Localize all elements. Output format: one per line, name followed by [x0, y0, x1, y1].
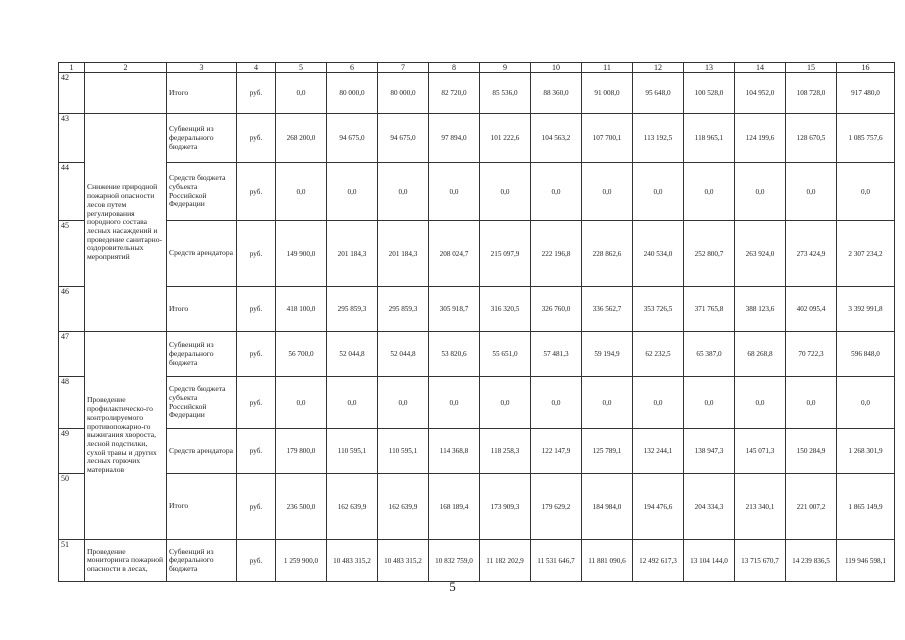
funding-source: Средств арендатора: [167, 221, 237, 287]
col-header: 1: [59, 63, 85, 73]
value-cell: 336 562,7: [582, 287, 633, 332]
value-cell: 125 789,1: [582, 429, 633, 474]
funding-source: Средств бюджета субъекта Российской Федерации: [167, 163, 237, 221]
col-header: 4: [237, 63, 276, 73]
funding-source: Итого: [167, 73, 237, 114]
value-cell: 215 097,9: [480, 221, 531, 287]
value-cell: 119 946 598,1: [837, 540, 895, 582]
value-cell: 388 123,6: [735, 287, 786, 332]
value-cell: 273 424,9: [786, 221, 837, 287]
value-cell: 100 528,0: [684, 73, 735, 114]
value-cell: 1 085 757,6: [837, 114, 895, 163]
value-cell: 132 244,1: [633, 429, 684, 474]
unit: руб.: [237, 332, 276, 377]
value-cell: 11 182 202,9: [480, 540, 531, 582]
value-cell: 295 859,3: [327, 287, 378, 332]
value-cell: 52 044,8: [378, 332, 429, 377]
value-cell: 85 536,0: [480, 73, 531, 114]
table-row: [59, 114, 895, 163]
col-header: 9: [480, 63, 531, 73]
value-cell: 0,0: [276, 73, 327, 114]
col-header: 11: [582, 63, 633, 73]
col-header: 10: [531, 63, 582, 73]
value-cell: 104 952,0: [735, 73, 786, 114]
funding-source: Средств бюджета субъекта Российской Федерации: [167, 377, 237, 429]
direction-monitoring: Проведение мониторинга пожарной опасности в лесах,: [85, 540, 167, 582]
value-cell: 252 800,7: [684, 221, 735, 287]
value-cell: 917 480,0: [837, 73, 895, 114]
value-cell: 0,0: [786, 163, 837, 221]
table-row: [59, 540, 895, 582]
value-cell: 204 334,3: [684, 474, 735, 540]
value-cell: 14 239 836,5: [786, 540, 837, 582]
value-cell: 101 222,6: [480, 114, 531, 163]
value-cell: 179 629,2: [531, 474, 582, 540]
value-cell: 0,0: [735, 163, 786, 221]
value-cell: 0,0: [480, 377, 531, 429]
value-cell: 149 900,0: [276, 221, 327, 287]
value-cell: 0,0: [429, 163, 480, 221]
value-cell: 10 483 315,2: [378, 540, 429, 582]
funding-source: Субвенций из федерального бюджета: [167, 114, 237, 163]
value-cell: 13 715 670,7: [735, 540, 786, 582]
value-cell: 108 728,0: [786, 73, 837, 114]
value-cell: 201 184,3: [378, 221, 429, 287]
value-cell: 162 639,9: [327, 474, 378, 540]
value-cell: 371 765,8: [684, 287, 735, 332]
value-cell: 10 483 315,2: [327, 540, 378, 582]
value-cell: 113 192,5: [633, 114, 684, 163]
budget-table: [58, 62, 895, 582]
value-cell: 62 232,5: [633, 332, 684, 377]
value-cell: 236 500,0: [276, 474, 327, 540]
value-cell: 1 268 301,9: [837, 429, 895, 474]
column-number-row: [59, 63, 895, 73]
unit: руб.: [237, 474, 276, 540]
value-cell: 82 720,0: [429, 73, 480, 114]
value-cell: 0,0: [276, 163, 327, 221]
value-cell: 596 848,0: [837, 332, 895, 377]
value-cell: 70 722,3: [786, 332, 837, 377]
value-cell: 1 865 149,9: [837, 474, 895, 540]
value-cell: 0,0: [582, 377, 633, 429]
value-cell: 0,0: [531, 377, 582, 429]
value-cell: 221 007,2: [786, 474, 837, 540]
value-cell: 240 534,0: [633, 221, 684, 287]
value-cell: 59 194,9: [582, 332, 633, 377]
col-header: 14: [735, 63, 786, 73]
value-cell: 0,0: [684, 163, 735, 221]
unit: руб.: [237, 73, 276, 114]
value-cell: 1 259 900,0: [276, 540, 327, 582]
funding-source: Субвенций из федерального бюджета: [167, 332, 237, 377]
value-cell: 2 307 234,2: [837, 221, 895, 287]
value-cell: 94 675,0: [327, 114, 378, 163]
value-cell: 184 984,0: [582, 474, 633, 540]
value-cell: 0,0: [633, 163, 684, 221]
funding-source: Средств арендатора: [167, 429, 237, 474]
unit: руб.: [237, 163, 276, 221]
funding-source: Субвенций из федерального бюджета: [167, 540, 237, 582]
value-cell: 402 095,4: [786, 287, 837, 332]
col-header: 13: [684, 63, 735, 73]
value-cell: 263 924,0: [735, 221, 786, 287]
value-cell: 228 862,6: [582, 221, 633, 287]
value-cell: 268 200,0: [276, 114, 327, 163]
row-number: 48: [59, 377, 85, 429]
direction-fire-prevention: Снижение природной пожарной опасности лесов путем регулирования породного состава лесных насаждений и проведение санитарно-оздоровительных мероприятий: [85, 114, 167, 332]
value-cell: 114 368,8: [429, 429, 480, 474]
value-cell: 418 100,0: [276, 287, 327, 332]
col-header: 8: [429, 63, 480, 73]
funding-source: Итого: [167, 474, 237, 540]
row-number: 42: [59, 73, 85, 114]
value-cell: 118 965,1: [684, 114, 735, 163]
value-cell: 0,0: [378, 377, 429, 429]
value-cell: 179 800,0: [276, 429, 327, 474]
value-cell: 201 184,3: [327, 221, 378, 287]
value-cell: 122 147,9: [531, 429, 582, 474]
value-cell: 88 360,0: [531, 73, 582, 114]
table-row: [59, 429, 895, 474]
value-cell: 80 000,0: [378, 73, 429, 114]
value-cell: 124 199,6: [735, 114, 786, 163]
table-row: [59, 287, 895, 332]
value-cell: 145 071,3: [735, 429, 786, 474]
value-cell: 0,0: [837, 377, 895, 429]
value-cell: 0,0: [582, 163, 633, 221]
value-cell: 80 000,0: [327, 73, 378, 114]
value-cell: 0,0: [276, 377, 327, 429]
value-cell: 94 675,0: [378, 114, 429, 163]
table-row: [59, 332, 895, 377]
col-header: 16: [837, 63, 895, 73]
value-cell: 194 476,6: [633, 474, 684, 540]
value-cell: 150 284,9: [786, 429, 837, 474]
value-cell: 0,0: [735, 377, 786, 429]
table-row: [59, 163, 895, 221]
value-cell: 0,0: [684, 377, 735, 429]
value-cell: 110 595,1: [327, 429, 378, 474]
direction-cell-empty: [85, 73, 167, 114]
value-cell: 53 820,6: [429, 332, 480, 377]
unit: руб.: [237, 114, 276, 163]
value-cell: 3 392 991,8: [837, 287, 895, 332]
value-cell: 52 044,8: [327, 332, 378, 377]
value-cell: 0,0: [480, 163, 531, 221]
value-cell: 213 340,1: [735, 474, 786, 540]
page-number: 5: [449, 579, 456, 594]
value-cell: 0,0: [378, 163, 429, 221]
unit: руб.: [237, 540, 276, 582]
value-cell: 326 760,0: [531, 287, 582, 332]
value-cell: 173 909,3: [480, 474, 531, 540]
row-number: 50: [59, 474, 85, 540]
value-cell: 56 700,0: [276, 332, 327, 377]
value-cell: 68 268,8: [735, 332, 786, 377]
value-cell: 118 258,3: [480, 429, 531, 474]
value-cell: 128 670,5: [786, 114, 837, 163]
col-header: 15: [786, 63, 837, 73]
value-cell: 10 832 759,0: [429, 540, 480, 582]
value-cell: 11 531 646,7: [531, 540, 582, 582]
col-header: 6: [327, 63, 378, 73]
col-header: 2: [85, 63, 167, 73]
table-row: [59, 377, 895, 429]
unit: руб.: [237, 287, 276, 332]
value-cell: 208 024,7: [429, 221, 480, 287]
value-cell: 222 196,8: [531, 221, 582, 287]
unit: руб.: [237, 221, 276, 287]
value-cell: 138 947,3: [684, 429, 735, 474]
value-cell: 162 639,9: [378, 474, 429, 540]
value-cell: 13 104 144,0: [684, 540, 735, 582]
row-number: 46: [59, 287, 85, 332]
value-cell: 97 894,0: [429, 114, 480, 163]
col-header: 12: [633, 63, 684, 73]
direction-prescribed-burning: Проведение профилактическо-го контролируемого противопожарно-го выжигания хвороста, лесной подстилки, сухой травы и других лесных горючих материалов: [85, 332, 167, 540]
value-cell: 91 008,0: [582, 73, 633, 114]
col-header: 5: [276, 63, 327, 73]
value-cell: 107 700,1: [582, 114, 633, 163]
funding-source: Итого: [167, 287, 237, 332]
row-number: 43: [59, 114, 85, 163]
table-row: [59, 221, 895, 287]
value-cell: 12 492 617,3: [633, 540, 684, 582]
value-cell: 11 881 090,6: [582, 540, 633, 582]
value-cell: 0,0: [327, 163, 378, 221]
table-row: [59, 474, 895, 540]
col-header: 3: [167, 63, 237, 73]
value-cell: 0,0: [327, 377, 378, 429]
value-cell: 65 387,0: [684, 332, 735, 377]
value-cell: 0,0: [633, 377, 684, 429]
row-number: 51: [59, 540, 85, 582]
value-cell: 295 859,3: [378, 287, 429, 332]
value-cell: 0,0: [837, 163, 895, 221]
value-cell: 104 563,2: [531, 114, 582, 163]
value-cell: 0,0: [786, 377, 837, 429]
value-cell: 316 320,5: [480, 287, 531, 332]
value-cell: 0,0: [531, 163, 582, 221]
row-number: 44: [59, 163, 85, 221]
value-cell: 353 726,5: [633, 287, 684, 332]
row-number: 47: [59, 332, 85, 377]
value-cell: 57 481,3: [531, 332, 582, 377]
row-number: 49: [59, 429, 85, 474]
value-cell: 305 918,7: [429, 287, 480, 332]
value-cell: 168 189,4: [429, 474, 480, 540]
col-header: 7: [378, 63, 429, 73]
value-cell: 110 595,1: [378, 429, 429, 474]
value-cell: 55 651,0: [480, 332, 531, 377]
table-row: [59, 73, 895, 114]
unit: руб.: [237, 429, 276, 474]
value-cell: 95 648,0: [633, 73, 684, 114]
unit: руб.: [237, 377, 276, 429]
row-number: 45: [59, 221, 85, 287]
value-cell: 0,0: [429, 377, 480, 429]
